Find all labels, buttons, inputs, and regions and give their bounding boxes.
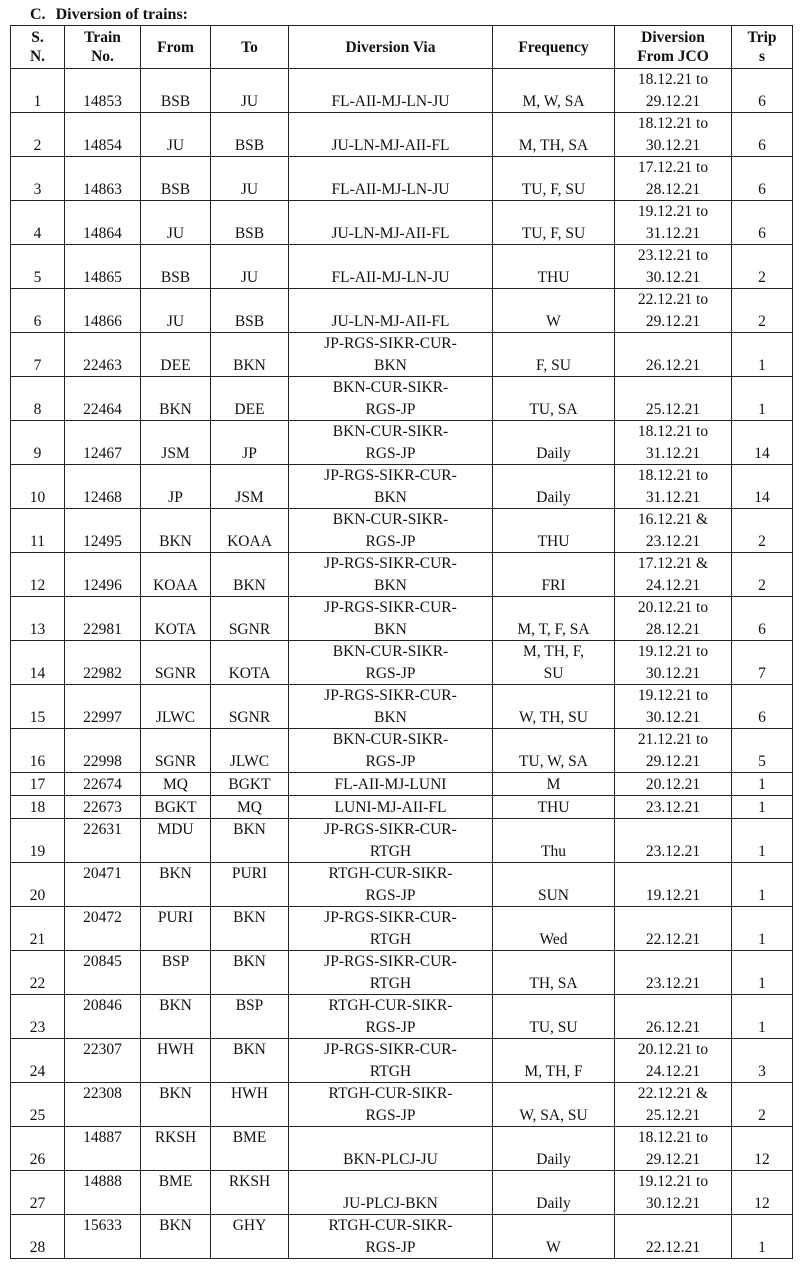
- cell-from: BME: [141, 1171, 211, 1215]
- table-row: [11, 1039, 793, 1083]
- cell-diversion: 23.12.21: [615, 819, 732, 863]
- cell-diversion: 23.12.21: [615, 796, 732, 819]
- cell-diversion: 19.12.21 to 30.12.21: [615, 685, 732, 729]
- cell-frequency: W: [493, 289, 615, 333]
- cell-trips: 2: [732, 245, 793, 289]
- cell-diversion: 20.12.21 to 28.12.21: [615, 597, 732, 641]
- table-row: [11, 773, 793, 796]
- table-row: [11, 157, 793, 201]
- cell-train-no: 14865: [65, 245, 141, 289]
- cell-from: BKN: [141, 1215, 211, 1259]
- cell-trips: 1: [732, 907, 793, 951]
- cell-diversion: 20.12.21: [615, 773, 732, 796]
- cell-from: SGNR: [141, 729, 211, 773]
- cell-to: BSB: [211, 289, 289, 333]
- cell-frequency: THU: [493, 245, 615, 289]
- cell-train-no: 14854: [65, 113, 141, 157]
- cell-from: BKN: [141, 995, 211, 1039]
- cell-sn: 2: [11, 113, 65, 157]
- cell-train-no: 14864: [65, 201, 141, 245]
- cell-diversion: 26.12.21: [615, 333, 732, 377]
- table-row: [11, 995, 793, 1039]
- table-row: [11, 641, 793, 685]
- cell-sn: 16: [11, 729, 65, 773]
- cell-sn: 15: [11, 685, 65, 729]
- cell-sn: 21: [11, 907, 65, 951]
- cell-to: RKSH: [211, 1171, 289, 1215]
- cell-to: BSP: [211, 995, 289, 1039]
- cell-train-no: 22464: [65, 377, 141, 421]
- cell-trips: 1: [732, 773, 793, 796]
- cell-via: JP-RGS-SIKR-CUR- RTGH: [289, 1039, 493, 1083]
- cell-diversion: 22.12.21: [615, 907, 732, 951]
- table-row: [11, 509, 793, 553]
- cell-frequency: TU, F, SU: [493, 201, 615, 245]
- table-row: [11, 377, 793, 421]
- table-row: [11, 69, 793, 113]
- table-row: [11, 465, 793, 509]
- cell-to: BME: [211, 1127, 289, 1171]
- cell-train-no: 12495: [65, 509, 141, 553]
- cell-trips: 1: [732, 819, 793, 863]
- table-row: [11, 553, 793, 597]
- cell-diversion: 22.12.21 & 25.12.21: [615, 1083, 732, 1127]
- cell-diversion: 18.12.21 to 31.12.21: [615, 421, 732, 465]
- header-frequency: Frequency: [493, 26, 615, 69]
- header-trips: Trip s: [732, 26, 793, 69]
- cell-from: JU: [141, 289, 211, 333]
- cell-frequency: THU: [493, 509, 615, 553]
- cell-via: JU-LN-MJ-AII-FL: [289, 289, 493, 333]
- cell-to: BSB: [211, 113, 289, 157]
- table-row: [11, 685, 793, 729]
- cell-trips: 12: [732, 1171, 793, 1215]
- cell-train-no: 20846: [65, 995, 141, 1039]
- cell-diversion: 16.12.21 & 23.12.21: [615, 509, 732, 553]
- cell-diversion: 19.12.21 to 30.12.21: [615, 1171, 732, 1215]
- cell-to: KOTA: [211, 641, 289, 685]
- diversion-table: [10, 25, 793, 1259]
- cell-sn: 12: [11, 553, 65, 597]
- cell-trips: 1: [732, 863, 793, 907]
- table-row: [11, 201, 793, 245]
- cell-train-no: 14853: [65, 69, 141, 113]
- cell-train-no: 12496: [65, 553, 141, 597]
- cell-via: JP-RGS-SIKR-CUR- BKN: [289, 465, 493, 509]
- cell-sn: 13: [11, 597, 65, 641]
- cell-to: BSB: [211, 201, 289, 245]
- cell-trips: 12: [732, 1127, 793, 1171]
- cell-sn: 3: [11, 157, 65, 201]
- cell-frequency: Daily: [493, 465, 615, 509]
- cell-from: BKN: [141, 509, 211, 553]
- table-header-row: [11, 26, 793, 69]
- cell-via: FL-AII-MJ-LN-JU: [289, 245, 493, 289]
- cell-via: JU-PLCJ-BKN: [289, 1171, 493, 1215]
- section-title: Diversion of trains:: [55, 6, 188, 23]
- cell-via: JP-RGS-SIKR-CUR- BKN: [289, 333, 493, 377]
- cell-diversion: 18.12.21 to 29.12.21: [615, 1127, 732, 1171]
- cell-trips: 6: [732, 201, 793, 245]
- cell-trips: 6: [732, 157, 793, 201]
- cell-trips: 6: [732, 597, 793, 641]
- cell-sn: 22: [11, 951, 65, 995]
- table-row: [11, 796, 793, 819]
- cell-frequency: F, SU: [493, 333, 615, 377]
- cell-diversion: 18.12.21 to 29.12.21: [615, 69, 732, 113]
- cell-frequency: Daily: [493, 421, 615, 465]
- header-via: Diversion Via: [289, 26, 493, 69]
- cell-trips: 5: [732, 729, 793, 773]
- cell-frequency: THU: [493, 796, 615, 819]
- cell-sn: 1: [11, 69, 65, 113]
- cell-sn: 27: [11, 1171, 65, 1215]
- cell-train-no: 22997: [65, 685, 141, 729]
- cell-via: JP-RGS-SIKR-CUR- RTGH: [289, 951, 493, 995]
- cell-to: DEE: [211, 377, 289, 421]
- cell-via: BKN-CUR-SIKR- RGS-JP: [289, 641, 493, 685]
- cell-train-no: 14888: [65, 1171, 141, 1215]
- cell-train-no: 22982: [65, 641, 141, 685]
- cell-via: JP-RGS-SIKR-CUR- BKN: [289, 597, 493, 641]
- table-row: [11, 819, 793, 863]
- cell-from: BSB: [141, 69, 211, 113]
- cell-to: BKN: [211, 553, 289, 597]
- table-row: [11, 245, 793, 289]
- cell-from: HWH: [141, 1039, 211, 1083]
- cell-diversion: 19.12.21: [615, 863, 732, 907]
- cell-diversion: 17.12.21 & 24.12.21: [615, 553, 732, 597]
- cell-via: BKN-PLCJ-JU: [289, 1127, 493, 1171]
- cell-trips: 3: [732, 1039, 793, 1083]
- cell-sn: 23: [11, 995, 65, 1039]
- cell-from: PURI: [141, 907, 211, 951]
- cell-trips: 2: [732, 509, 793, 553]
- cell-sn: 14: [11, 641, 65, 685]
- cell-from: BKN: [141, 377, 211, 421]
- cell-to: MQ: [211, 796, 289, 819]
- cell-train-no: 22463: [65, 333, 141, 377]
- table-row: [11, 951, 793, 995]
- cell-via: FL-AII-MJ-LUNI: [289, 773, 493, 796]
- cell-trips: 1: [732, 951, 793, 995]
- cell-trips: 6: [732, 69, 793, 113]
- cell-train-no: 20472: [65, 907, 141, 951]
- cell-train-no: 22998: [65, 729, 141, 773]
- header-sn: S. N.: [11, 26, 65, 69]
- table-row: [11, 333, 793, 377]
- cell-via: JU-LN-MJ-AII-FL: [289, 113, 493, 157]
- cell-trips: 1: [732, 377, 793, 421]
- cell-from: MDU: [141, 819, 211, 863]
- cell-train-no: 22307: [65, 1039, 141, 1083]
- cell-train-no: 22673: [65, 796, 141, 819]
- cell-frequency: M: [493, 773, 615, 796]
- cell-trips: 6: [732, 113, 793, 157]
- cell-diversion: 21.12.21 to 29.12.21: [615, 729, 732, 773]
- cell-trips: 6: [732, 685, 793, 729]
- cell-frequency: Daily: [493, 1171, 615, 1215]
- table-row: [11, 1215, 793, 1259]
- cell-frequency: M, T, F, SA: [493, 597, 615, 641]
- cell-sn: 9: [11, 421, 65, 465]
- cell-to: PURI: [211, 863, 289, 907]
- cell-via: BKN-CUR-SIKR- RGS-JP: [289, 421, 493, 465]
- cell-diversion: 18.12.21 to 30.12.21: [615, 113, 732, 157]
- cell-from: DEE: [141, 333, 211, 377]
- cell-via: JP-RGS-SIKR-CUR- BKN: [289, 553, 493, 597]
- cell-via: RTGH-CUR-SIKR- RGS-JP: [289, 995, 493, 1039]
- cell-via: RTGH-CUR-SIKR- RGS-JP: [289, 863, 493, 907]
- cell-trips: 7: [732, 641, 793, 685]
- cell-frequency: W: [493, 1215, 615, 1259]
- cell-via: BKN-CUR-SIKR- RGS-JP: [289, 509, 493, 553]
- cell-sn: 4: [11, 201, 65, 245]
- cell-to: JU: [211, 69, 289, 113]
- cell-to: JSM: [211, 465, 289, 509]
- cell-sn: 6: [11, 289, 65, 333]
- cell-frequency: TU, SA: [493, 377, 615, 421]
- cell-train-no: 14863: [65, 157, 141, 201]
- table-row: [11, 907, 793, 951]
- table-row: [11, 289, 793, 333]
- cell-frequency: TU, SU: [493, 995, 615, 1039]
- cell-via: JP-RGS-SIKR-CUR- BKN: [289, 685, 493, 729]
- cell-via: JP-RGS-SIKR-CUR- RTGH: [289, 907, 493, 951]
- cell-frequency: M, TH, SA: [493, 113, 615, 157]
- cell-train-no: 14887: [65, 1127, 141, 1171]
- cell-trips: 1: [732, 1215, 793, 1259]
- cell-from: JP: [141, 465, 211, 509]
- cell-sn: 19: [11, 819, 65, 863]
- cell-to: GHY: [211, 1215, 289, 1259]
- cell-to: HWH: [211, 1083, 289, 1127]
- cell-to: JU: [211, 245, 289, 289]
- cell-trips: 2: [732, 553, 793, 597]
- cell-to: JLWC: [211, 729, 289, 773]
- section-heading: [30, 6, 188, 24]
- cell-train-no: 20845: [65, 951, 141, 995]
- cell-to: BKN: [211, 819, 289, 863]
- cell-to: BKN: [211, 1039, 289, 1083]
- cell-via: RTGH-CUR-SIKR- RGS-JP: [289, 1215, 493, 1259]
- cell-sn: 26: [11, 1127, 65, 1171]
- cell-sn: 20: [11, 863, 65, 907]
- cell-sn: 8: [11, 377, 65, 421]
- cell-frequency: Daily: [493, 1127, 615, 1171]
- cell-frequency: TU, W, SA: [493, 729, 615, 773]
- cell-via: RTGH-CUR-SIKR- RGS-JP: [289, 1083, 493, 1127]
- cell-frequency: TU, F, SU: [493, 157, 615, 201]
- cell-frequency: Thu: [493, 819, 615, 863]
- cell-sn: 10: [11, 465, 65, 509]
- cell-via: LUNI-MJ-AII-FL: [289, 796, 493, 819]
- cell-diversion: 23.12.21: [615, 951, 732, 995]
- cell-to: SGNR: [211, 597, 289, 641]
- cell-sn: 18: [11, 796, 65, 819]
- cell-to: SGNR: [211, 685, 289, 729]
- cell-trips: 14: [732, 421, 793, 465]
- cell-to: BGKT: [211, 773, 289, 796]
- table-row: [11, 1171, 793, 1215]
- cell-from: JLWC: [141, 685, 211, 729]
- cell-via: JU-LN-MJ-AII-FL: [289, 201, 493, 245]
- cell-diversion: 19.12.21 to 30.12.21: [615, 641, 732, 685]
- cell-via: FL-AII-MJ-LN-JU: [289, 157, 493, 201]
- cell-sn: 25: [11, 1083, 65, 1127]
- table-row: [11, 421, 793, 465]
- cell-sn: 5: [11, 245, 65, 289]
- cell-sn: 11: [11, 509, 65, 553]
- header-to: To: [211, 26, 289, 69]
- cell-from: BKN: [141, 863, 211, 907]
- cell-trips: 1: [732, 333, 793, 377]
- cell-frequency: M, TH, F: [493, 1039, 615, 1083]
- cell-trips: 2: [732, 1083, 793, 1127]
- cell-diversion: 23.12.21 to 30.12.21: [615, 245, 732, 289]
- cell-trips: 14: [732, 465, 793, 509]
- header-from: From: [141, 26, 211, 69]
- cell-sn: 24: [11, 1039, 65, 1083]
- cell-via: FL-AII-MJ-LN-JU: [289, 69, 493, 113]
- cell-diversion: 25.12.21: [615, 377, 732, 421]
- cell-from: BSB: [141, 245, 211, 289]
- cell-diversion: 22.12.21 to 29.12.21: [615, 289, 732, 333]
- cell-train-no: 22674: [65, 773, 141, 796]
- cell-from: KOAA: [141, 553, 211, 597]
- cell-from: JU: [141, 113, 211, 157]
- table-row: [11, 1083, 793, 1127]
- cell-diversion: 22.12.21: [615, 1215, 732, 1259]
- cell-via: JP-RGS-SIKR-CUR- RTGH: [289, 819, 493, 863]
- cell-trips: 1: [732, 796, 793, 819]
- cell-sn: 28: [11, 1215, 65, 1259]
- cell-from: JSM: [141, 421, 211, 465]
- cell-to: KOAA: [211, 509, 289, 553]
- cell-from: SGNR: [141, 641, 211, 685]
- section-letter: C.: [30, 6, 46, 23]
- cell-to: BKN: [211, 333, 289, 377]
- cell-from: MQ: [141, 773, 211, 796]
- cell-train-no: 15633: [65, 1215, 141, 1259]
- cell-via: BKN-CUR-SIKR- RGS-JP: [289, 377, 493, 421]
- cell-train-no: 20471: [65, 863, 141, 907]
- cell-train-no: 22631: [65, 819, 141, 863]
- cell-to: JU: [211, 157, 289, 201]
- cell-frequency: M, W, SA: [493, 69, 615, 113]
- cell-diversion: 17.12.21 to 28.12.21: [615, 157, 732, 201]
- header-diversion: Diversion From JCO: [615, 26, 732, 69]
- cell-from: BGKT: [141, 796, 211, 819]
- cell-diversion: 26.12.21: [615, 995, 732, 1039]
- cell-from: BSB: [141, 157, 211, 201]
- cell-frequency: M, TH, F, SU: [493, 641, 615, 685]
- table-row: [11, 113, 793, 157]
- cell-train-no: 12467: [65, 421, 141, 465]
- cell-train-no: 14866: [65, 289, 141, 333]
- cell-diversion: 20.12.21 to 24.12.21: [615, 1039, 732, 1083]
- cell-to: JP: [211, 421, 289, 465]
- cell-via: BKN-CUR-SIKR- RGS-JP: [289, 729, 493, 773]
- cell-train-no: 12468: [65, 465, 141, 509]
- cell-train-no: 22308: [65, 1083, 141, 1127]
- cell-sn: 7: [11, 333, 65, 377]
- header-train-no: Train No.: [65, 26, 141, 69]
- table-row: [11, 597, 793, 641]
- cell-to: BKN: [211, 907, 289, 951]
- cell-to: BKN: [211, 951, 289, 995]
- cell-sn: 17: [11, 773, 65, 796]
- table-row: [11, 729, 793, 773]
- cell-train-no: 22981: [65, 597, 141, 641]
- cell-frequency: Wed: [493, 907, 615, 951]
- cell-frequency: SUN: [493, 863, 615, 907]
- cell-frequency: FRI: [493, 553, 615, 597]
- cell-from: JU: [141, 201, 211, 245]
- cell-from: KOTA: [141, 597, 211, 641]
- table-row: [11, 1127, 793, 1171]
- cell-from: BKN: [141, 1083, 211, 1127]
- cell-trips: 2: [732, 289, 793, 333]
- cell-frequency: W, SA, SU: [493, 1083, 615, 1127]
- cell-diversion: 19.12.21 to 31.12.21: [615, 201, 732, 245]
- cell-frequency: TH, SA: [493, 951, 615, 995]
- cell-from: BSP: [141, 951, 211, 995]
- cell-from: RKSH: [141, 1127, 211, 1171]
- cell-trips: 1: [732, 995, 793, 1039]
- table-row: [11, 863, 793, 907]
- cell-diversion: 18.12.21 to 31.12.21: [615, 465, 732, 509]
- cell-frequency: W, TH, SU: [493, 685, 615, 729]
